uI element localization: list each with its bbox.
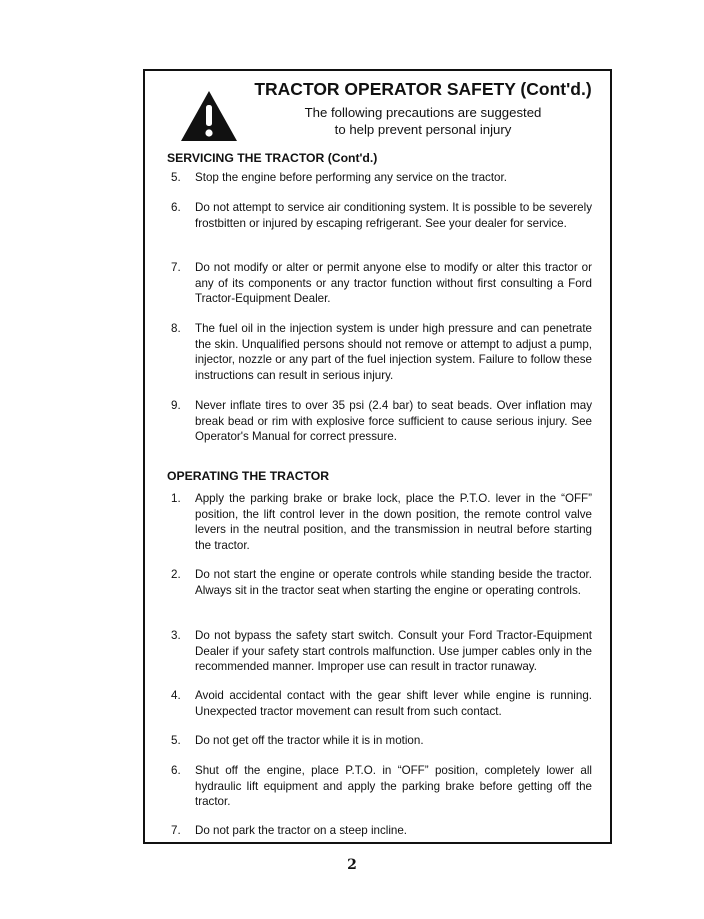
item-text: Do not start the engine or operate controls while standing beside the tractor. Always sit in the tractor seat when starting the engine or operating controls. [195, 568, 592, 597]
item-number: 1. [171, 492, 181, 505]
item-number: 2. [171, 568, 181, 581]
item-text: Avoid accidental contact with the gear shift lever while engine is running. Unexpected tractor movement can result from such contact. [195, 689, 592, 718]
item-text: Do not modify or alter or permit anyone else to modify or alter this tractor or any of its components or any tractor function without first consulting a Ford Tractor-Equipment Dealer. [195, 261, 592, 305]
page-title: TRACTOR OPERATOR SAFETY (Cont'd.) [254, 79, 592, 99]
item-number: 5. [171, 171, 181, 184]
item-text: Never inflate tires to over 35 psi (2.4 bar) to seat beads. Over inflation may break bead or rim with explosive force sufficient to cause serious injury. See Operator's Manual for correct pressure. [195, 399, 592, 443]
section-heading-operating: OPERATING THE TRACTOR [167, 469, 330, 483]
item-text: Do not attempt to service air conditioning system. It is possible to be severely frostbitten or injured by escaping refrigerant. See your dealer for service. [195, 201, 592, 230]
page-number: 2 [347, 857, 357, 873]
safety-box [143, 69, 612, 844]
subtitle-line-2: to help prevent personal injury [334, 122, 512, 137]
item-number: 6. [171, 764, 181, 777]
item-number: 6. [171, 201, 181, 214]
item-text: The fuel oil in the injection system is under high pressure and can penetrate the skin. Unqualified persons should not remove or attempt to adjust a pump, injector, nozzle or any part of the fuel injection system. Failure to follow these instructions can result in serious injury. [195, 322, 592, 382]
item-text: Do not get off the tractor while it is in motion. [195, 734, 424, 747]
item-text: Apply the parking brake or brake lock, place the P.T.O. lever in the “OFF” position, the lift control lever in the down position, the remote control valve levers in the neutral position, and the transmission in neutral before starting the tractor. [195, 492, 592, 552]
item-number: 3. [171, 629, 181, 642]
section-heading-servicing: SERVICING THE TRACTOR (Cont'd.) [167, 151, 378, 165]
subtitle-line-1: The following precautions are suggested [304, 105, 542, 120]
item-number: 7. [171, 261, 181, 274]
warning-triangle-icon [179, 89, 239, 143]
page-subtitle [243, 104, 603, 138]
item-number: 5. [171, 734, 181, 747]
item-number: 9. [171, 399, 181, 412]
item-number: 8. [171, 322, 181, 335]
item-number: 7. [171, 824, 181, 837]
item-text: Do not park the tractor on a steep incline. [195, 824, 408, 837]
item-text: Stop the engine before performing any service on the tractor. [195, 171, 507, 184]
item-text: Do not bypass the safety start switch. Consult your Ford Tractor-Equipment Dealer if your safety start controls malfunction. Use jumper cables only in the recommended manner. Improper use can result in tractor runaway. [195, 629, 592, 673]
item-number: 4. [171, 689, 181, 702]
item-text: Shut off the engine, place P.T.O. in “OFF” position, completely lower all hydraulic lift equipment and apply the parking brake before getting off the tractor. [195, 764, 592, 808]
